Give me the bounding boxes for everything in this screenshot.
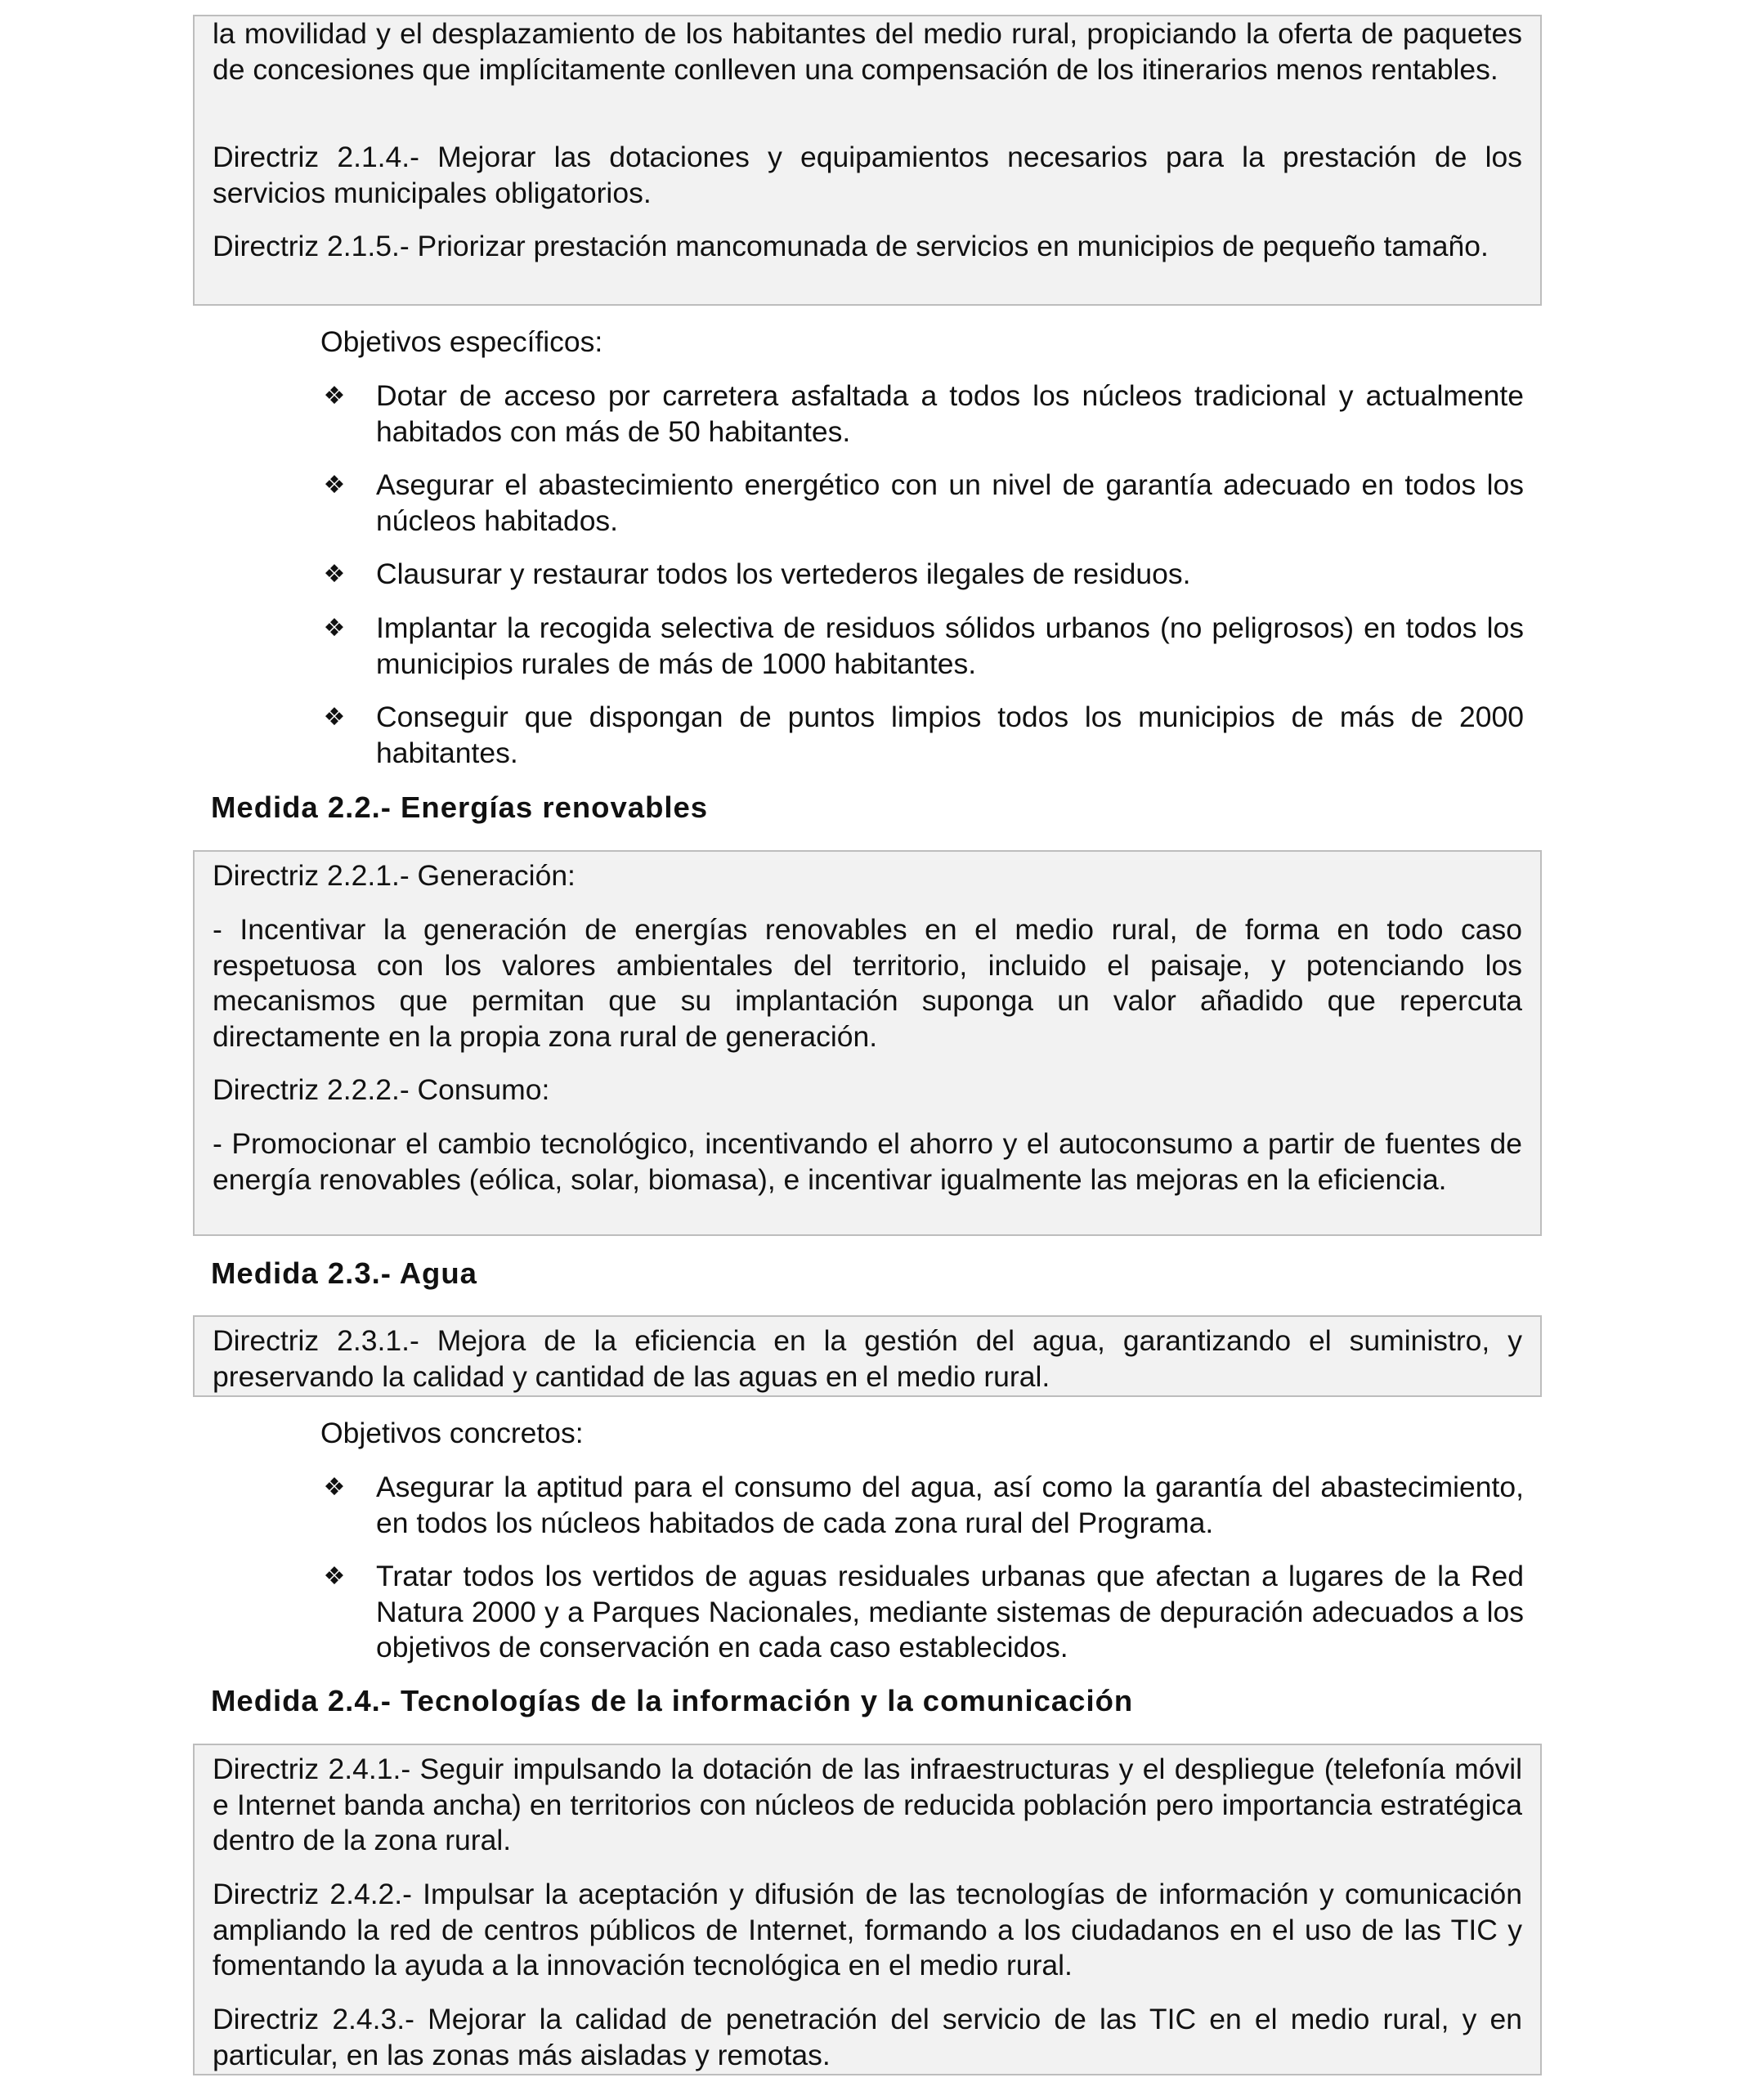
directriz-2-2-1: Directriz 2.2.1.- Generación: [213,859,576,892]
diamond-bullet-icon: ❖ [323,561,346,588]
objetivos-concretos-label: Objetivos concretos: [320,1417,584,1449]
directriz-2-2-2: Directriz 2.2.2.- Consumo: [213,1073,550,1106]
list-item-text: Asegurar el abastecimiento energético con un nivel de garantía adecuado en todos los núcleos habitados. [376,468,1524,537]
list-item-text: Dotar de acceso por carretera asfaltada a todos los núcleos tradicional y actualmente habitados con más de 50 habitantes. [376,379,1524,448]
objetivos-especificos-label: Objetivos específicos: [320,325,603,358]
directrices-box-2-3 [193,1315,1542,1397]
paragraph-generacion: - Incentivar la generación de energías renovables en el medio rural, de forma en todo caso respetuosa con los valores ambientales del territorio, incluido el paisaje, y potenciando los mecanismos que permitan que su implantación suponga un valor añadido que repercuta directamente en la propia zona rural de generación. [213,913,1522,1053]
list-item-text: Conseguir que dispongan de puntos limpios todos los municipios de más de 2000 habitantes. [376,701,1524,769]
directriz-2-3-1: Directriz 2.3.1.- Mejora de la eficiencia en la gestión del agua, garantizando el suministro, y preservando la calidad y cantidad de las aguas en el medio rural. [213,1324,1522,1393]
medida-2-3-heading: Medida 2.3.- Agua [211,1256,477,1290]
diamond-bullet-icon: ❖ [323,704,346,731]
paragraph-movilidad: la movilidad y el desplazamiento de los habitantes del medio rural, propiciando la oferta de paquetes de concesiones que implícitamente conlleven una compensación de los itinerarios menos rentables. [213,17,1522,86]
diamond-bullet-icon: ❖ [323,1474,346,1501]
directriz-2-4-2: Directriz 2.4.2.- Impulsar la aceptación y difusión de las tecnologías de información y comunicación ampliando la red de centros públicos de Internet, formando a los ciudadanos en el uso de las TIC y fomentando la ayuda a la innovación tecnológica en el medio rural. [213,1878,1522,1981]
directrices-box-2-2 [193,850,1542,1236]
directriz-2-4-3: Directriz 2.4.3.- Mejorar la calidad de penetración del servicio de las TIC en el medio rural, y en particular, en las zonas más aisladas y remotas. [213,2003,1522,2071]
directriz-2-1-5: Directriz 2.1.5.- Priorizar prestación mancomunada de servicios en municipios de pequeño tamaño. [213,230,1489,262]
list-item-text: Implantar la recogida selectiva de residuos sólidos urbanos (no peligrosos) en todos los municipios rurales de más de 1000 habitantes. [376,611,1524,680]
directrices-box-2-1 [193,15,1542,306]
paragraph-consumo: - Promocionar el cambio tecnológico, incentivando el ahorro y el autoconsumo a partir de fuentes de energía renovables (eólica, solar, biomasa), e incentivar igualmente las mejoras en la eficiencia. [213,1127,1522,1196]
list-item-text: Asegurar la aptitud para el consumo del agua, así como la garantía del abastecimiento, en todos los núcleos habitados de cada zona rural del Programa. [376,1471,1524,1539]
diamond-bullet-icon: ❖ [323,383,346,410]
directriz-2-1-4: Directriz 2.1.4.- Mejorar las dotaciones y equipamientos necesarios para la prestación de los servicios municipales obligatorios. [213,141,1522,209]
medida-2-4-heading: Medida 2.4.- Tecnologías de la información y la comunicación [211,1684,1134,1717]
list-item-text: Tratar todos los vertidos de aguas residuales urbanas que afectan a lugares de la Red Natura 2000 y a Parques Nacionales, mediante sistemas de depuración adecuados a los objetivos de conservación en cada caso establecidos. [376,1560,1524,1663]
directrices-box-2-4 [193,1744,1542,2075]
diamond-bullet-icon: ❖ [323,1563,346,1590]
directriz-2-4-1: Directriz 2.4.1.- Seguir impulsando la dotación de las infraestructuras y el despliegue (telefonía móvil e Internet banda ancha) en territorios con núcleos de reducida población pero importancia estratégica dentro de la zona rural. [213,1753,1522,1856]
diamond-bullet-icon: ❖ [323,472,346,499]
list-item-text: Clausurar y restaurar todos los vertederos ilegales de residuos. [376,557,1191,590]
diamond-bullet-icon: ❖ [323,615,346,642]
medida-2-2-heading: Medida 2.2.- Energías renovables [211,790,709,824]
